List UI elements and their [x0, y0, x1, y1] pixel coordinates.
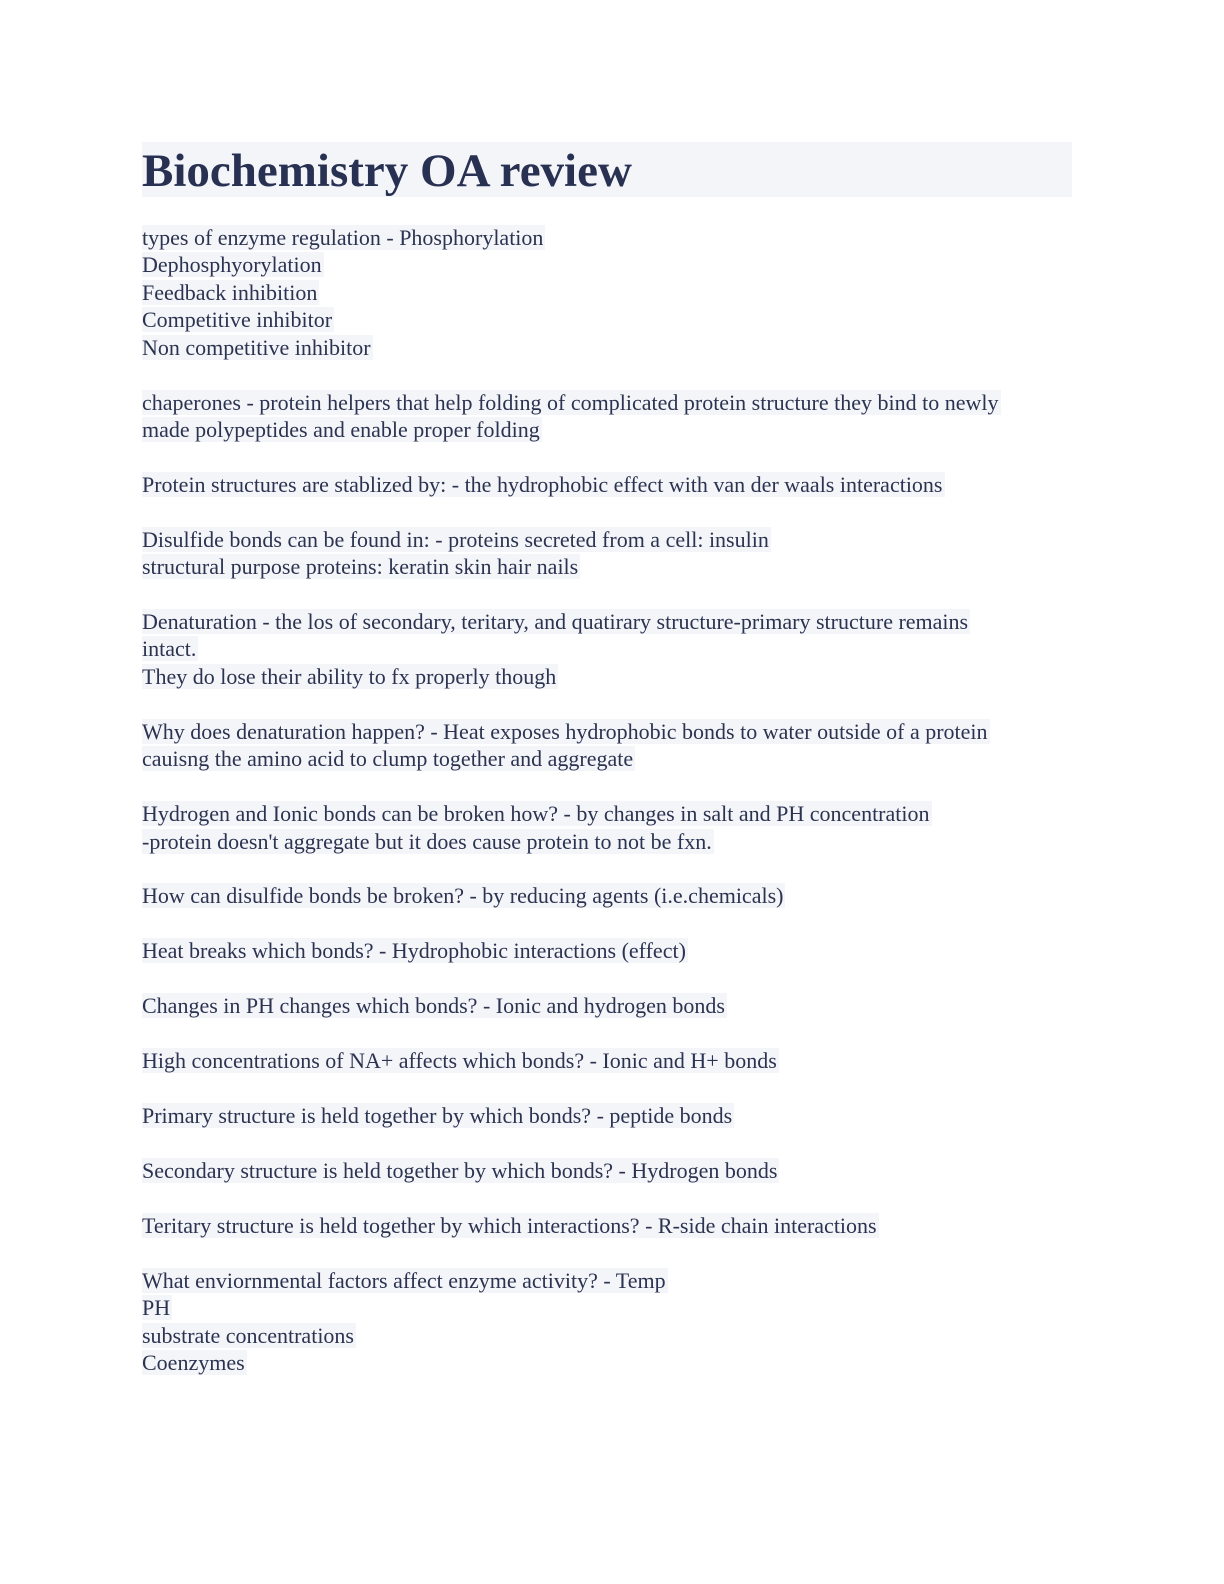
flashcard-line — [142, 389, 1082, 416]
flashcard-block — [142, 1047, 1082, 1074]
flashcard-text: Disulfide bonds can be found in: - proteins secreted from a cell: insulin — [142, 526, 769, 552]
flashcard-line — [142, 1212, 1082, 1239]
flashcard-text: Competitive inhibitor — [142, 307, 333, 333]
flashcard-line — [142, 416, 1082, 443]
flashcard-line — [142, 334, 1082, 361]
flashcard-line — [142, 608, 1082, 635]
flashcard-text: substrate concentrations — [142, 1322, 354, 1348]
flashcard-line — [142, 251, 1082, 278]
flashcard-block — [142, 1102, 1082, 1129]
flashcard-line — [142, 800, 1082, 827]
flashcard-text: Primary structure is held together by which bonds? - peptide bonds — [142, 1103, 733, 1129]
flashcard-block — [142, 526, 1082, 581]
flashcard-text: Non competitive inhibitor — [142, 334, 371, 360]
flashcard-block — [142, 224, 1082, 361]
flashcard-line — [142, 1322, 1082, 1349]
flashcard-line — [142, 745, 1082, 772]
flashcard-text: Dephosphyorylation — [142, 252, 322, 278]
flashcard-line — [142, 224, 1082, 251]
flashcard-text: Teritary structure is held together by which interactions? - R-side chain interactions — [142, 1212, 877, 1238]
flashcard-text: types of enzyme regulation - Phosphorylation — [142, 225, 544, 250]
flashcard-line — [142, 1267, 1082, 1294]
flashcard-text: Protein structures are stablized by: - the hydrophobic effect with van der waals interactions — [142, 471, 943, 497]
flashcard-text: Feedback inhibition — [142, 279, 318, 305]
flashcard-text: Changes in PH changes which bonds? - Ionic and hydrogen bonds — [142, 993, 725, 1019]
flashcard-line — [142, 937, 1082, 964]
flashcard-block — [142, 389, 1082, 444]
flashcard-line — [142, 828, 1082, 855]
flashcard-line — [142, 992, 1082, 1019]
flashcard-text: Hydrogen and Ionic bonds can be broken how? - by changes in salt and PH concentration — [142, 801, 930, 827]
flashcard-text: Heat breaks which bonds? - Hydrophobic interactions (effect) — [142, 938, 686, 964]
flashcard-text: They do lose their ability to fx properly though — [142, 663, 557, 689]
flashcard-line — [142, 718, 1082, 745]
flashcard-line — [142, 279, 1082, 306]
flashcard-text: High concentrations of NA+ affects which bonds? - Ionic and H+ bonds — [142, 1048, 777, 1074]
flashcard-line — [142, 1102, 1082, 1129]
flashcard-text: -protein doesn't aggregate but it does cause protein to not be fxn. — [142, 828, 712, 854]
flashcard-block — [142, 471, 1082, 498]
flashcard-list — [142, 224, 1082, 1404]
flashcard-line — [142, 1349, 1082, 1376]
flashcard-block — [142, 1267, 1082, 1377]
flashcard-text: made polypeptides and enable proper folding — [142, 416, 540, 442]
flashcard-text: intact. — [142, 636, 197, 662]
flashcard-block — [142, 882, 1082, 909]
flashcard-text: PH — [142, 1295, 171, 1321]
flashcard-line — [142, 526, 1082, 553]
flashcard-block — [142, 937, 1082, 964]
document-title: Biochemistry OA review — [142, 142, 1072, 197]
flashcard-line — [142, 471, 1082, 498]
flashcard-line — [142, 1294, 1082, 1321]
flashcard-block — [142, 992, 1082, 1019]
flashcard-block — [142, 1212, 1082, 1239]
flashcard-block — [142, 718, 1082, 773]
flashcard-text: chaperones - protein helpers that help folding of complicated protein structure they bind to newly — [142, 389, 999, 415]
flashcard-line — [142, 635, 1082, 662]
flashcard-line — [142, 1047, 1082, 1074]
flashcard-line — [142, 1157, 1082, 1184]
flashcard-text: How can disulfide bonds be broken? - by reducing agents (i.e.chemicals) — [142, 883, 784, 909]
flashcard-line — [142, 882, 1082, 909]
flashcard-line — [142, 663, 1082, 690]
flashcard-text: Why does denaturation happen? - Heat exposes hydrophobic bonds to water outside of a protein — [142, 718, 988, 744]
flashcard-text: cauisng the amino acid to clump together and aggregate — [142, 746, 634, 772]
flashcard-line — [142, 553, 1082, 580]
flashcard-block — [142, 1157, 1082, 1184]
flashcard-block — [142, 800, 1082, 855]
flashcard-text: Coenzymes — [142, 1349, 245, 1375]
flashcard-text: structural purpose proteins: keratin skin hair nails — [142, 554, 579, 580]
flashcard-block — [142, 608, 1082, 690]
flashcard-text: Denaturation - the los of secondary, teritary, and quatirary structure-primary structure remains — [142, 609, 969, 635]
flashcard-text: What enviornmental factors affect enzyme activity? - Temp — [142, 1267, 666, 1293]
flashcard-line — [142, 306, 1082, 333]
flashcard-text: Secondary structure is held together by which bonds? - Hydrogen bonds — [142, 1157, 778, 1183]
